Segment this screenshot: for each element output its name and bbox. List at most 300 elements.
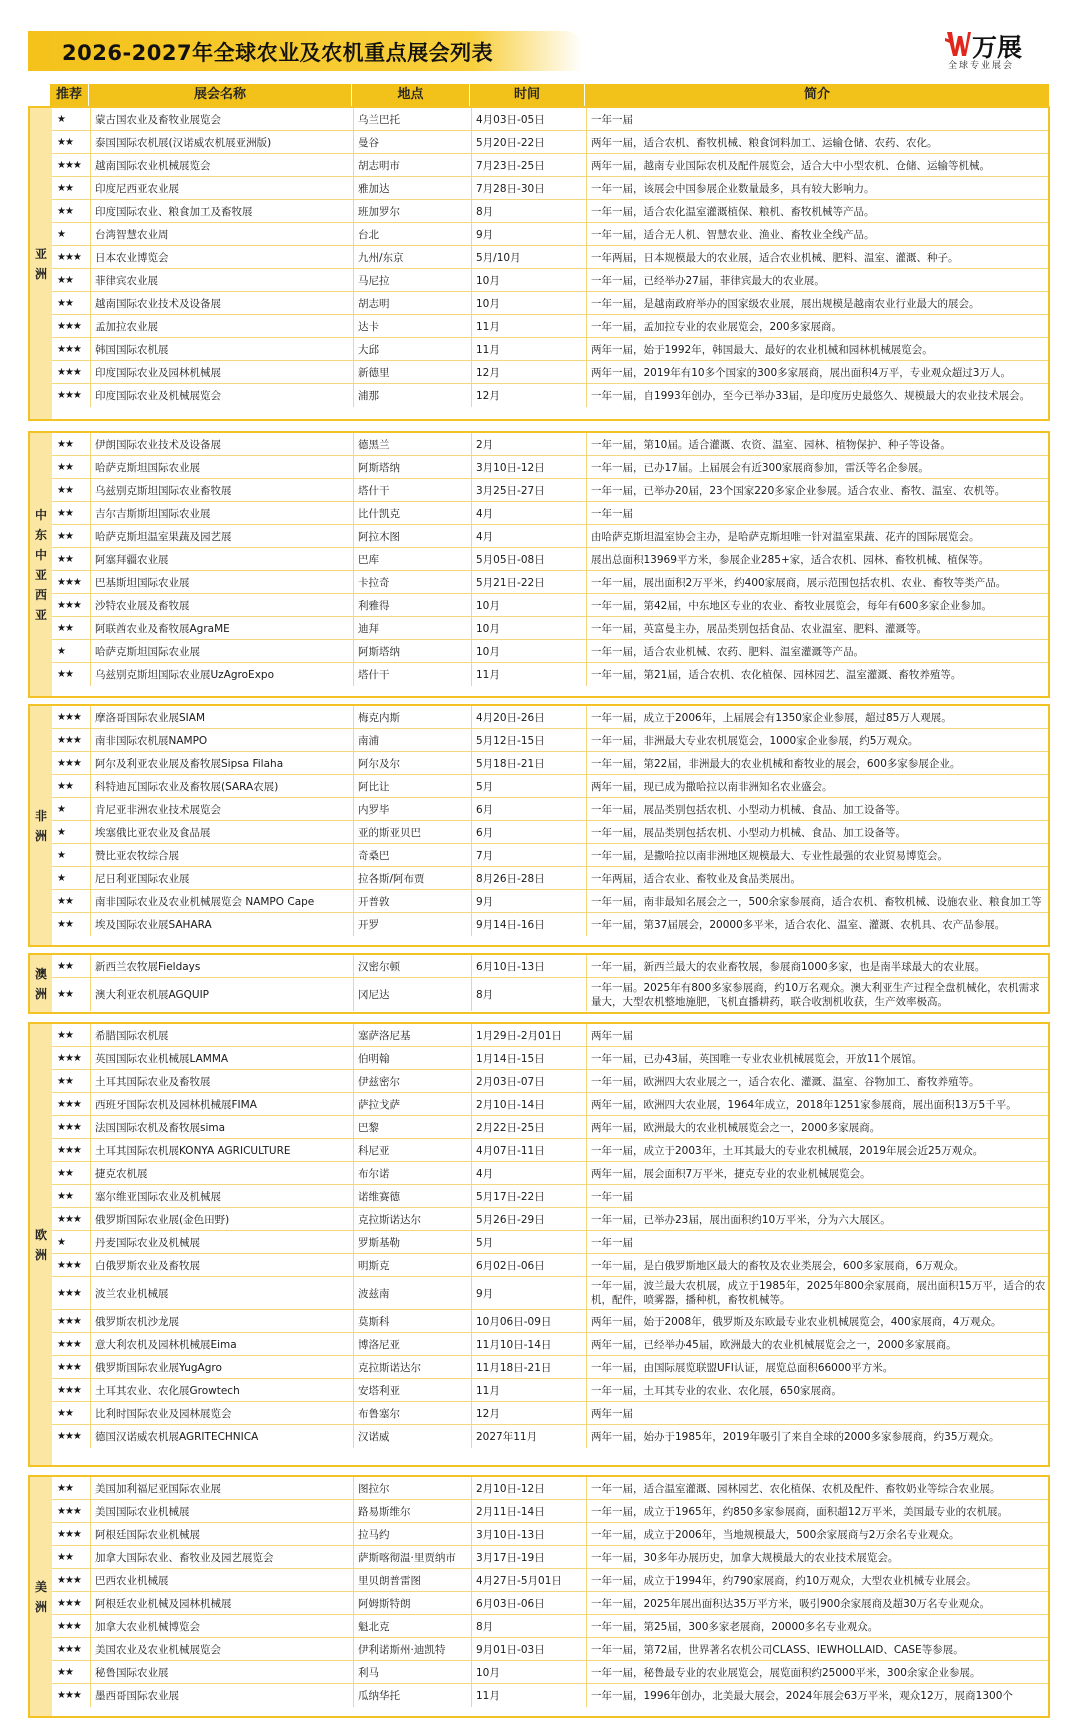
location-cell: 阿比让 (354, 775, 472, 797)
intro-cell: 一年一届，南非最知名展会之一，500余家参展商，适合农机、畜牧机械、设施农业、粮食加工等 (591, 895, 1042, 908)
table-row (52, 752, 1048, 775)
name-cell: 印度国际农业及园林机械展 (91, 361, 354, 383)
time-cell: 5月17日-22日 (472, 1185, 587, 1207)
intro-cell: 一年一届，第22届，非洲最大的农业机械和畜牧业的展会，600多家参展企业。 (591, 757, 961, 770)
rating-cell: ★★★ (52, 246, 91, 268)
name-cell: 尼日利亚国际农业展 (91, 867, 354, 889)
table-row (52, 1139, 1048, 1162)
rating-cell: ★★★ (52, 315, 91, 337)
time-cell: 8月 (472, 1615, 587, 1637)
header-rating: 推荐 (50, 84, 89, 106)
table-row (52, 1162, 1048, 1185)
time-cell: 3月25日-27日 (472, 479, 587, 501)
location-cell: 巴黎 (354, 1116, 472, 1138)
location-cell: 路易斯维尔 (354, 1500, 472, 1522)
region-block (28, 1475, 1050, 1718)
time-cell: 1月14日-15日 (472, 1047, 587, 1069)
intro-cell: 一年一届，适合温室灌溉、园林园艺、农化植保、农机及配件、畜牧奶业等综合农业展。 (591, 1482, 1001, 1495)
rating-cell: ★★ (52, 1402, 91, 1424)
name-cell: 新西兰农牧展Fieldays (91, 955, 354, 977)
name-cell: 秘鲁国际农业展 (91, 1661, 354, 1683)
time-cell: 5月 (472, 775, 587, 797)
name-cell: 日本农业博览会 (91, 246, 354, 268)
time-cell: 11月 (472, 1379, 587, 1401)
logo-name: 万展 (972, 33, 1023, 62)
intro-cell: 两年一届，始于2008年，俄罗斯及东欧最专业农业机械展览会，400家展商，4万观众。 (591, 1315, 1002, 1328)
rating-cell: ★★★ (52, 1047, 91, 1069)
name-cell: 埃及国际农业展SAHARA (91, 913, 354, 936)
time-cell: 2月11日-14日 (472, 1500, 587, 1522)
time-cell: 5月05日-08日 (472, 548, 587, 570)
table-row (52, 706, 1048, 729)
table-row (52, 246, 1048, 269)
name-cell: 乌兹别克斯坦国际农业畜牧展 (91, 479, 354, 501)
rating-cell: ★★★ (52, 706, 91, 728)
location-cell: 拉马约 (354, 1523, 472, 1545)
time-cell: 9月 (472, 223, 587, 245)
location-cell: 卡拉奇 (354, 571, 472, 593)
table-row (52, 269, 1048, 292)
table-row (52, 1093, 1048, 1116)
time-cell: 6月10日-13日 (472, 955, 587, 977)
logo-subtitle: 全球专业展会 (948, 61, 1015, 71)
rating-cell: ★★ (52, 663, 91, 686)
location-cell: 波兹南 (354, 1277, 472, 1309)
rating-cell: ★ (52, 821, 91, 843)
intro-cell: 一年一届，英富曼主办，展品类别包括食品、农业温室、肥料、灌溉等。 (591, 622, 927, 635)
rating-cell: ★ (52, 223, 91, 245)
intro-cell: 一年两届，日本规模最大的农业展，适合农业机械、肥料、温室、灌溉、种子。 (591, 251, 959, 264)
table-row (52, 1569, 1048, 1592)
time-cell: 4月07日-11日 (472, 1139, 587, 1161)
rating-cell: ★★★ (52, 1684, 91, 1707)
intro-cell: 一年一届 (591, 1236, 633, 1249)
location-cell: 乌兰巴托 (354, 108, 472, 130)
name-cell: 印度尼西亚农业展 (91, 177, 354, 199)
time-cell: 2月10日-12日 (472, 1477, 587, 1499)
intro-cell: 一年一届，展出面积2万平米，约400家展商，展示范围包括农机、农业、畜牧等类产品。 (591, 576, 1007, 589)
name-cell: 阿尔及利亚农业展及畜牧展Sipsa Filaha (91, 752, 354, 774)
location-cell: 迪拜 (354, 617, 472, 639)
time-cell: 5月18日-21日 (472, 752, 587, 774)
intro-cell: 一年一届，成立于1994年，约790家展商，约10万观众，大型农业机械专业展会。 (591, 1574, 977, 1587)
name-cell: 蒙古国农业及畜牧业展览会 (91, 108, 354, 130)
name-cell: 阿根廷国际农业机械展 (91, 1523, 354, 1545)
intro-cell: 一年一届，自1993年创办，至今已举办33届，是印度历史最悠久、规模最大的农业技术展会。 (591, 390, 1031, 402)
table-row (52, 1402, 1048, 1425)
intro-cell: 一年一届，第25届，300多家老展商，20000多名专业观众。 (591, 1620, 879, 1633)
table-row (52, 384, 1048, 407)
rating-cell: ★ (52, 798, 91, 820)
intro-cell: 一年一届，秘鲁最专业的农业展览会，展览面积约25000平米，300余家企业参展。 (591, 1666, 981, 1679)
intro-cell: 一年一届，适合农化温室灌溉植保、粮机、畜牧机械等产品。 (591, 205, 875, 218)
name-cell: 俄罗斯农机沙龙展 (91, 1310, 354, 1332)
name-cell: 俄罗斯国际农业展YugAgro (91, 1356, 354, 1378)
table-row (52, 1356, 1048, 1379)
location-cell: 巴库 (354, 548, 472, 570)
name-cell: 美国国际农业机械展 (91, 1500, 354, 1522)
rating-cell: ★★ (52, 1185, 91, 1207)
name-cell: 希腊国际农机展 (91, 1024, 354, 1046)
intro-cell: 一年一届，适合农业机械、农药、肥料、温室灌溉等产品。 (591, 645, 864, 658)
rating-cell: ★★ (52, 978, 91, 1011)
region-block (28, 953, 1050, 1014)
location-cell: 大邱 (354, 338, 472, 360)
location-cell: 科尼亚 (354, 1139, 472, 1161)
name-cell: 俄罗斯国际农业展(金色田野) (91, 1208, 354, 1230)
table-row (52, 913, 1048, 936)
table-row (52, 663, 1048, 686)
region-block (28, 106, 1050, 421)
rating-cell: ★★★ (52, 1277, 91, 1309)
location-cell: 魁北克 (354, 1615, 472, 1637)
location-cell: 莫斯科 (354, 1310, 472, 1332)
table-row (52, 361, 1048, 384)
table-row (52, 1684, 1048, 1707)
rating-cell: ★★ (52, 548, 91, 570)
time-cell: 10月 (472, 594, 587, 616)
table-row (52, 821, 1048, 844)
table-row (52, 729, 1048, 752)
location-cell: 胡志明 (354, 292, 472, 314)
location-cell: 阿拉木图 (354, 525, 472, 547)
rating-cell: ★★★ (52, 1356, 91, 1378)
rating-cell: ★★★ (52, 384, 91, 407)
table-row (52, 338, 1048, 361)
location-cell: 浦那 (354, 384, 472, 407)
rating-cell: ★★★ (52, 1592, 91, 1614)
intro-cell: 两年一届，2019年有10多个国家的300多家展商，展出面积4万平，专业观众超过3万人。 (591, 366, 1011, 379)
rating-cell: ★★★ (52, 1333, 91, 1355)
location-cell: 新德里 (354, 361, 472, 383)
time-cell: 11月18日-21日 (472, 1356, 587, 1378)
name-cell: 阿塞拜疆农业展 (91, 548, 354, 570)
rating-cell: ★ (52, 867, 91, 889)
region-block (28, 704, 1050, 947)
time-cell: 10月 (472, 640, 587, 662)
table-row (52, 1500, 1048, 1523)
name-cell: 丹麦国际农业及机械展 (91, 1231, 354, 1253)
time-cell: 4月 (472, 502, 587, 524)
intro-cell: 一年一届，是越南政府举办的国家级农业展，展出规模是越南农业行业最大的展会。 (591, 297, 980, 310)
intro-cell: 一年一届，成立于2003年，土耳其最大的专业农机械展，2019年展会近25万观众。 (591, 1144, 984, 1157)
table-row (52, 978, 1048, 1011)
time-cell: 5月 (472, 1231, 587, 1253)
time-cell: 3月10日-12日 (472, 456, 587, 478)
intro-cell: 两年一届，始于1992年，韩国最大、最好的农业机械和园林机械展览会。 (591, 343, 933, 356)
intro-cell: 一年一届，已举办23届，展出面积约10万平米，分为六大展区。 (591, 1213, 891, 1226)
location-cell: 台北 (354, 223, 472, 245)
region-label: 中 东 中 亚 西 亚 (30, 433, 52, 696)
time-cell: 8月26日-28日 (472, 867, 587, 889)
intro-cell: 两年一届 (591, 1407, 633, 1420)
rating-cell: ★★★ (52, 361, 91, 383)
time-cell: 7月23日-25日 (472, 154, 587, 176)
name-cell: 德国汉诺威农机展AGRITECHNICA (91, 1425, 354, 1448)
name-cell: 土耳其国际农机展KONYA AGRICULTURE (91, 1139, 354, 1161)
location-cell: 伯明翰 (354, 1047, 472, 1069)
location-cell: 梅克内斯 (354, 706, 472, 728)
location-cell: 塞萨洛尼基 (354, 1024, 472, 1046)
table-row (52, 1185, 1048, 1208)
table-row (52, 1661, 1048, 1684)
rating-cell: ★★ (52, 269, 91, 291)
location-cell: 罗斯基勒 (354, 1231, 472, 1253)
time-cell: 2027年11月 (472, 1425, 587, 1448)
region-label: 非 洲 (30, 706, 52, 945)
name-cell: 台湾智慧农业周 (91, 223, 354, 245)
table-row (52, 502, 1048, 525)
region-label: 美 洲 (30, 1477, 52, 1716)
intro-cell: 一年一届，已办17届。上届展会有近300家展商参加，雷沃等名企参展。 (591, 461, 929, 474)
name-cell: 土耳其农业、农化展Growtech (91, 1379, 354, 1401)
location-cell: 里贝朗普雷图 (354, 1569, 472, 1591)
rating-cell: ★ (52, 844, 91, 866)
intro-cell: 一年一届 (591, 113, 633, 126)
header-location: 地点 (352, 84, 470, 106)
location-cell: 雅加达 (354, 177, 472, 199)
intro-cell: 由哈萨克斯坦温室协会主办，是哈萨克斯坦唯一针对温室果蔬、花卉的国际展览会。 (591, 530, 980, 543)
location-cell: 南浦 (354, 729, 472, 751)
time-cell: 10月 (472, 617, 587, 639)
intro-cell: 一年一届，成立于2006年，上届展会有1350家企业参展，超过85万人观展。 (591, 711, 952, 724)
table-row (52, 1310, 1048, 1333)
location-cell: 萨斯喀彻温·里贾纳市 (354, 1546, 472, 1568)
intro-cell: 一年一届 (591, 1190, 633, 1203)
location-cell: 胡志明市 (354, 154, 472, 176)
rating-cell: ★★★ (52, 1425, 91, 1448)
table-row (52, 1546, 1048, 1569)
location-cell: 开普敦 (354, 890, 472, 912)
table-row (52, 315, 1048, 338)
time-cell: 11月 (472, 315, 587, 337)
time-cell: 5月12日-15日 (472, 729, 587, 751)
name-cell: 法国国际农机及畜牧展sima (91, 1116, 354, 1138)
rating-cell: ★★★ (52, 1116, 91, 1138)
rating-cell: ★★★ (52, 1379, 91, 1401)
intro-cell: 一年一届，欧洲四大农业展之一，适合农化、灌溉、温室、谷物加工、畜牧养殖等。 (591, 1075, 980, 1088)
location-cell: 比什凯克 (354, 502, 472, 524)
intro-cell: 一年一届，成立于1965年，约850多家参展商，面积超12万平米，美国最专业的农机展。 (591, 1505, 1009, 1518)
rating-cell: ★★ (52, 913, 91, 936)
location-cell: 塔什干 (354, 479, 472, 501)
name-cell: 赞比亚农牧综合展 (91, 844, 354, 866)
logo-mark-icon (945, 28, 971, 58)
name-cell: 哈萨克斯坦温室果蔬及园艺展 (91, 525, 354, 547)
name-cell: 西班牙国际农机及园林机械展FIMA (91, 1093, 354, 1115)
time-cell: 10月 (472, 269, 587, 291)
rating-cell: ★★ (52, 131, 91, 153)
intro-cell: 两年一届，越南专业国际农机及配件展览会，适合大中小型农机、仓储、运输等机械。 (591, 159, 990, 172)
intro-cell: 一年一届，2025年展出面积达35万平方米，吸引900余家展商及超30万名专业观众。 (591, 1597, 990, 1610)
intro-cell: 一年一届，该展会中国参展企业数量最多，具有较大影响力。 (591, 182, 875, 195)
rating-cell: ★★ (52, 525, 91, 547)
table-row (52, 890, 1048, 913)
name-cell: 波兰农业机械展 (91, 1277, 354, 1309)
intro-cell: 一年一届，第72届，世界著名农机公司CLASS、IEWHOLLAID、CASE等参展。 (591, 1643, 964, 1656)
name-cell: 英国国际农业机械展LAMMA (91, 1047, 354, 1069)
name-cell: 阿根廷农业机械及园林机械展 (91, 1592, 354, 1614)
time-cell: 10月 (472, 292, 587, 314)
region-label: 欧 洲 (30, 1024, 52, 1465)
table-row (52, 1024, 1048, 1047)
table-row (52, 1333, 1048, 1356)
time-cell: 6月02日-06日 (472, 1254, 587, 1276)
name-cell: 孟加拉农业展 (91, 315, 354, 337)
intro-cell: 一年一届，新西兰最大的农业畜牧展，参展商1000多家，也是南半球最大的农业展。 (591, 960, 986, 973)
table-row (52, 955, 1048, 978)
time-cell: 11月 (472, 338, 587, 360)
name-cell: 越南国际农业技术及设备展 (91, 292, 354, 314)
page-title: 2026-2027年全球农业及农机重点展会列表 (62, 41, 494, 65)
table-row (52, 571, 1048, 594)
location-cell: 阿姆斯特朗 (354, 1592, 472, 1614)
intro-cell: 两年一届，已经举办45届，欧洲最大的农业机械展览会之一，2000多家展商。 (591, 1338, 957, 1351)
header-time: 时间 (470, 84, 585, 106)
name-cell: 吉尔吉斯斯坦国际农业展 (91, 502, 354, 524)
location-cell: 塔什干 (354, 663, 472, 686)
time-cell: 10月 (472, 1661, 587, 1683)
intro-cell: 一年一届，已办43届，英国唯一专业农业机械展览会，开放11个展馆。 (591, 1052, 923, 1065)
rating-cell: ★★ (52, 456, 91, 478)
name-cell: 乌兹别克斯坦国际农业展UzAgroExpo (91, 663, 354, 686)
intro-cell: 两年一届，始办于1985年，2019年吸引了来自全球的2000多家参展商，约35万观众。 (591, 1431, 1000, 1443)
table-row (52, 1425, 1048, 1448)
intro-cell: 一年一届，展品类别包括农机、小型动力机械、食品、加工设备等。 (591, 826, 906, 839)
intro-cell: 两年一届，适合农机、畜牧机械、粮食饲料加工、运输仓储、农药、农化。 (591, 136, 938, 149)
time-cell: 9月 (472, 1277, 587, 1309)
table-row (52, 1116, 1048, 1139)
location-cell: 布鲁塞尔 (354, 1402, 472, 1424)
location-cell: 奇桑巴 (354, 844, 472, 866)
rating-cell: ★★★ (52, 1093, 91, 1115)
intro-cell: 一年一届，第42届，中东地区专业的农业、畜牧业展览会，每年有600多家企业参加。 (591, 599, 992, 612)
intro-cell: 两年一届，展会面积7万平米，捷克专业的农业机械展览会。 (591, 1167, 871, 1180)
name-cell: 韩国国际农机展 (91, 338, 354, 360)
time-cell: 2月 (472, 433, 587, 455)
time-cell: 6月 (472, 821, 587, 843)
name-cell: 南非国际农业及农业机械展览会 NAMPO Cape (91, 890, 354, 912)
rating-cell: ★ (52, 640, 91, 662)
rating-cell: ★★ (52, 479, 91, 501)
time-cell: 12月 (472, 1402, 587, 1424)
table-row (52, 844, 1048, 867)
time-cell: 4月20日-26日 (472, 706, 587, 728)
time-cell: 8月 (472, 978, 587, 1011)
location-cell: 明斯克 (354, 1254, 472, 1276)
time-cell: 1月29日-2月01日 (472, 1024, 587, 1046)
rating-cell: ★★★ (52, 594, 91, 616)
table-row (52, 1070, 1048, 1093)
intro-cell: 一年一届 (591, 507, 633, 520)
name-cell: 加拿大国际农业、畜牧业及园艺展览会 (91, 1546, 354, 1568)
location-cell: 阿斯塔纳 (354, 456, 472, 478)
rating-cell: ★★ (52, 1546, 91, 1568)
intro-cell: 两年一届，现已成为撒哈拉以南非洲知名农业盛会。 (591, 780, 833, 793)
location-cell: 萨拉戈萨 (354, 1093, 472, 1115)
table-row (52, 1523, 1048, 1546)
name-cell: 比利时国际农业及园林展览会 (91, 1402, 354, 1424)
time-cell: 2月10日-14日 (472, 1093, 587, 1115)
name-cell: 白俄罗斯农业及畜牧展 (91, 1254, 354, 1276)
location-cell: 冈尼达 (354, 978, 472, 1011)
name-cell: 美国加利福尼亚国际农业展 (91, 1477, 354, 1499)
location-cell: 克拉斯诺达尔 (354, 1356, 472, 1378)
table-row (52, 1254, 1048, 1277)
location-cell: 汉密尔顿 (354, 955, 472, 977)
time-cell: 6月03日-06日 (472, 1592, 587, 1614)
intro-cell: 一年一届，由国际展览联盟UFI认证，展览总面积66000平方米。 (591, 1361, 894, 1374)
table-row (52, 867, 1048, 890)
location-cell: 伊兹密尔 (354, 1070, 472, 1092)
name-cell: 哈萨克斯坦国际农业展 (91, 456, 354, 478)
table-row (52, 1208, 1048, 1231)
table-row (52, 798, 1048, 821)
table-row (52, 640, 1048, 663)
intro-cell: 一年一届，波兰最大农机展，成立于1985年，2025年800余家展商，展出面积15万平，适合的农机，配件，喷雾器，播种机，畜牧机械等。 (591, 1280, 1046, 1306)
rating-cell: ★★★ (52, 1569, 91, 1591)
brand-logo (945, 28, 1045, 71)
time-cell: 5月/10月 (472, 246, 587, 268)
intro-cell: 一年一届。2025年有800多家参展商，约10万名观众。澳大利亚生产过程全盘机械化，农机需求量大，大型农机整地施肥，飞机直播耕药，联合收割机收获，生产效率极高。 (591, 981, 1040, 1008)
time-cell: 6月 (472, 798, 587, 820)
table-row (52, 479, 1048, 502)
name-cell: 加拿大农业机械博览会 (91, 1615, 354, 1637)
time-cell: 9月 (472, 890, 587, 912)
table-row (52, 1638, 1048, 1661)
name-cell: 科特迪瓦国际农业及畜牧展(SARA农展) (91, 775, 354, 797)
intro-cell: 一年一届，土耳其专业的农业、农化展，650家展商。 (591, 1384, 843, 1397)
time-cell: 8月 (472, 200, 587, 222)
intro-cell: 一年一届，是撒哈拉以南非洲地区规模最大、专业性最强的农业贸易博览会。 (591, 849, 948, 862)
name-cell: 菲律宾农业展 (91, 269, 354, 291)
name-cell: 阿联酋农业及畜牧展AgraME (91, 617, 354, 639)
name-cell: 巴基斯坦国际农业展 (91, 571, 354, 593)
rating-cell: ★★★ (52, 1500, 91, 1522)
table-row (52, 1231, 1048, 1254)
location-cell: 达卡 (354, 315, 472, 337)
location-cell: 阿斯塔纳 (354, 640, 472, 662)
rating-cell: ★ (52, 108, 91, 130)
rating-cell: ★★★ (52, 571, 91, 593)
name-cell: 泰国国际农机展(汉诺威农机展亚洲版) (91, 131, 354, 153)
intro-cell: 一年一届，非洲最大专业农机展览会，1000家企业参展，约5万观众。 (591, 734, 919, 747)
name-cell: 南非国际农机展NAMPO (91, 729, 354, 751)
location-cell: 九州/东京 (354, 246, 472, 268)
table-row (52, 292, 1048, 315)
table-row (52, 548, 1048, 571)
location-cell: 汉诺威 (354, 1425, 472, 1448)
intro-cell: 一年两届，适合农业、畜牧业及食品类展出。 (591, 872, 801, 885)
intro-cell: 一年一届，第10届。适合灌溉、农资、温室、园林、植物保护、种子等设备。 (591, 438, 951, 451)
rating-cell: ★ (52, 1231, 91, 1253)
time-cell: 9月14日-16日 (472, 913, 587, 936)
location-cell: 班加罗尔 (354, 200, 472, 222)
header-intro: 简介 (585, 84, 1050, 106)
time-cell: 11月 (472, 1684, 587, 1707)
table-row (52, 617, 1048, 640)
rating-cell: ★★ (52, 1024, 91, 1046)
name-cell: 捷克农机展 (91, 1162, 354, 1184)
table-row (52, 594, 1048, 617)
location-cell: 拉各斯/阿布贾 (354, 867, 472, 889)
time-cell: 10月06日-09日 (472, 1310, 587, 1332)
rating-cell: ★★ (52, 502, 91, 524)
name-cell: 埃塞俄比亚农业及食品展 (91, 821, 354, 843)
location-cell: 博洛尼亚 (354, 1333, 472, 1355)
table-row (52, 1592, 1048, 1615)
region-block (28, 431, 1050, 698)
